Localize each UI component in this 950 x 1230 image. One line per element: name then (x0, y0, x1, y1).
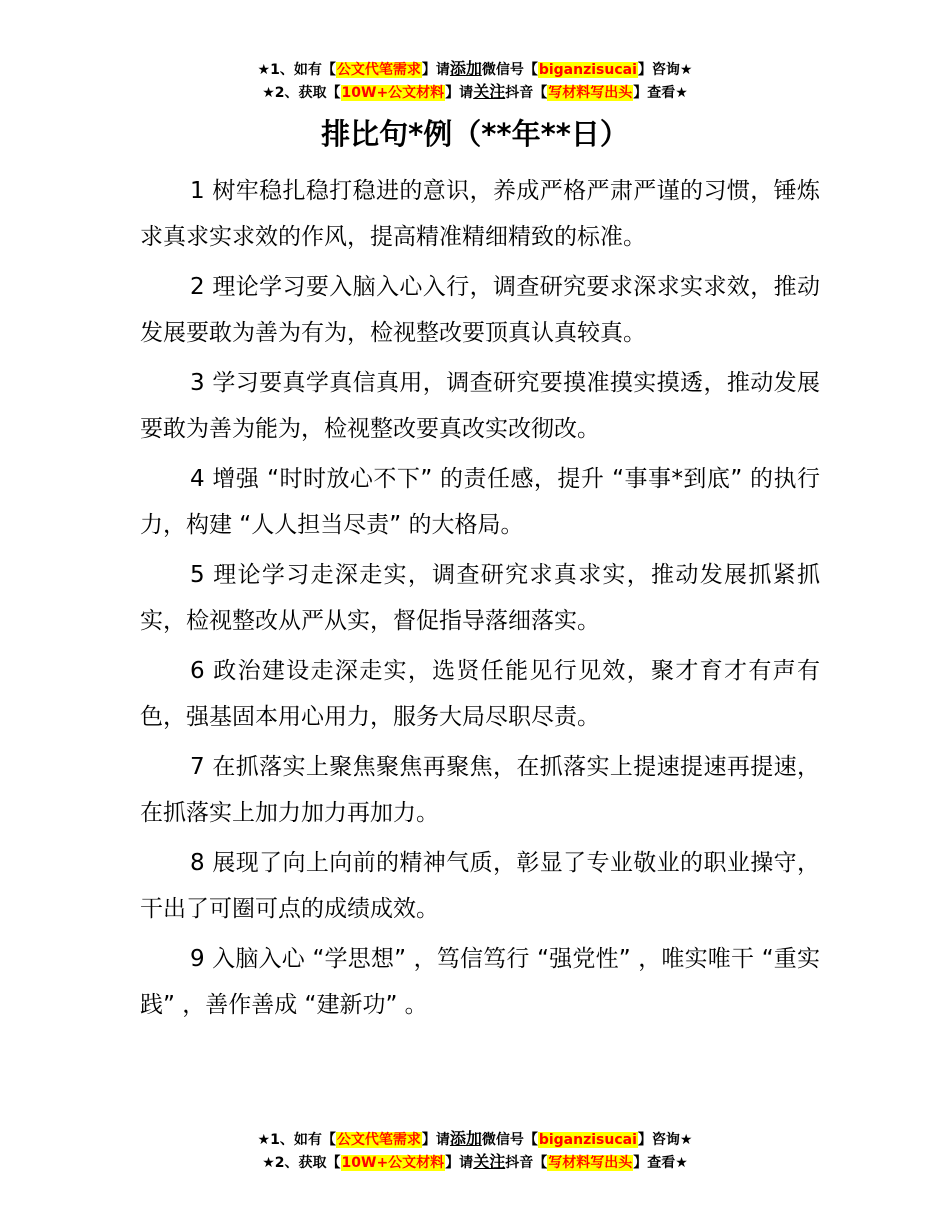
banner-emphasis: 添加 (449, 59, 482, 78)
banner-text: 】咨询★ (637, 1132, 693, 1148)
paragraph: 3 学习要真学真信真用，调查研究要摸准摸实摸透，推动发展要敢为善为能为，检视整改要真改实改彻改。 (140, 370, 820, 442)
banner-highlight: 公文代笔需求 (336, 62, 421, 78)
banner-highlight: 写材料写出头 (548, 85, 633, 101)
banner-emphasis: 关注 (473, 1152, 506, 1171)
banner-text: 】请 (445, 1155, 474, 1171)
document-body (140, 168, 820, 1032)
banner-line-2 (0, 1151, 950, 1174)
paragraph: 6 政治建设走深走实，选贤任能见行见效，聚才育才有声有色，强基固本用心用力，服务大局尽职尽责。 (140, 658, 820, 730)
paragraph: 4 增强 “时时放心不下” 的责任感，提升 “事事*到底” 的执行力，构建 “人人担当尽责” 的大格局。 (140, 466, 820, 538)
banner-text: 】请 (421, 1132, 450, 1148)
banner-highlight: 10W+公文材料 (341, 85, 445, 101)
banner-highlight: biganzisucai (538, 1132, 637, 1148)
paragraph: 2 理论学习要入脑入心入行，调查研究要求深求实求效，推动发展要敢为善为有为，检视整改要顶真认真较真。 (140, 274, 820, 346)
banner-emphasis: 关注 (473, 82, 506, 101)
banner-text: ★1、如有【 (257, 62, 336, 78)
banner-highlight: 写材料写出头 (548, 1155, 633, 1171)
banner-text: 】请 (421, 62, 450, 78)
paragraph: 1 树牢稳扎稳打稳进的意识，养成严格严肃严谨的习惯，锤炼求真求实求效的作风，提高精准精细精致的标准。 (140, 178, 820, 250)
paragraph: 8 展现了向上向前的精神气质，彰显了专业敬业的职业操守，干出了可圈可点的成绩成效。 (140, 850, 820, 922)
banner-emphasis: 添加 (449, 1129, 482, 1148)
document-title: 排比句*例（**年**日） (321, 117, 629, 151)
banner-highlight: 公文代笔需求 (336, 1132, 421, 1148)
banner-line-2 (0, 81, 950, 104)
banner-line-1 (0, 1128, 950, 1151)
banner-line-1 (0, 58, 950, 81)
banner-text: 】请 (445, 85, 474, 101)
banner-text: ★1、如有【 (257, 1132, 336, 1148)
footer-banner (0, 1128, 950, 1174)
banner-text: 抖音【 (505, 85, 548, 101)
header-banner (0, 58, 950, 104)
paragraph: 9 入脑入心 “学思想” ，笃信笃行 “强党性” ，唯实唯干 “重实践” ，善作善成 “建新功” 。 (140, 946, 820, 1018)
banner-text: ★2、获取【 (262, 1155, 341, 1171)
banner-highlight: biganzisucai (538, 62, 637, 78)
banner-highlight: 10W+公文材料 (341, 1155, 445, 1171)
banner-text: ★2、获取【 (262, 85, 341, 101)
banner-text: 】查看★ (633, 1155, 688, 1171)
banner-text: 】查看★ (633, 85, 688, 101)
banner-text: 】咨询★ (637, 62, 693, 78)
banner-text: 抖音【 (505, 1155, 548, 1171)
banner-text: 微信号【 (481, 1132, 538, 1148)
paragraph: 5 理论学习走深走实，调查研究求真求实，推动发展抓紧抓实，检视整改从严从实，督促指导落细落实。 (140, 562, 820, 634)
banner-text: 微信号【 (481, 62, 538, 78)
paragraph: 7 在抓落实上聚焦聚焦再聚焦，在抓落实上提速提速再提速，在抓落实上加力加力再加力。 (140, 754, 820, 826)
